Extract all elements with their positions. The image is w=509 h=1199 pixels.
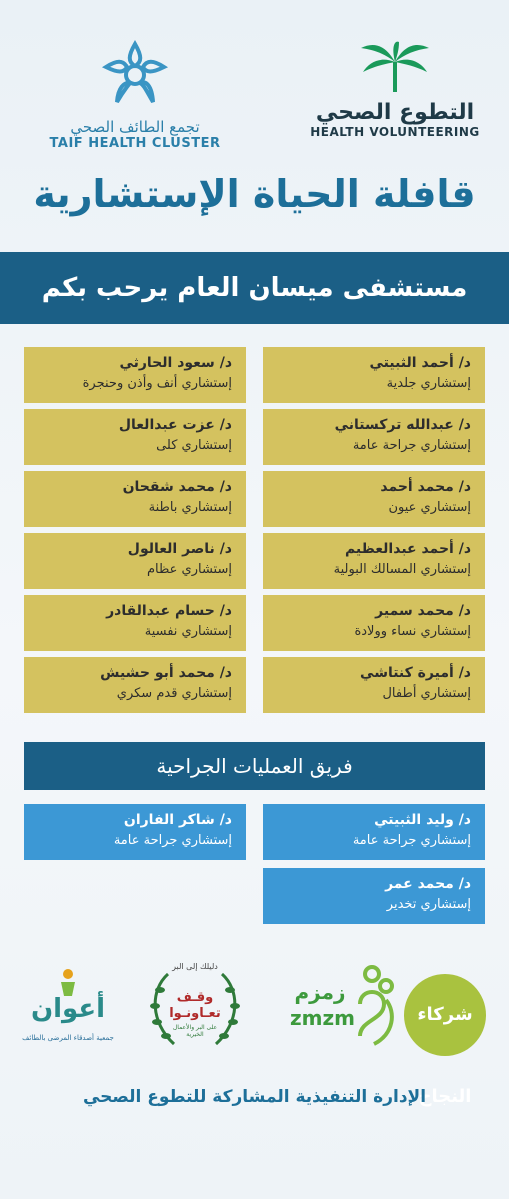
footer-text: الإدارة التنفيذية المشاركة للتطوع الصحي — [82, 1087, 427, 1107]
doctor-name: د/ وليد الثبيتي — [374, 812, 471, 828]
doctor-specialty: إستشاري تخدير — [386, 897, 471, 912]
taif-cluster-arabic-name: تجمع الطائف الصحي — [70, 118, 200, 136]
page-title: قافلة الحياة الإستشارية — [33, 172, 476, 216]
awn-logo — [20, 968, 116, 1058]
doctor-name: د/ محمد أحمد — [380, 479, 471, 495]
doctor-specialty: إستشاري كلى — [156, 438, 232, 453]
partners-badge: شركاء النجاح — [404, 974, 486, 1056]
zamzam-figure-icon — [354, 964, 400, 1048]
waqf-tagline: دليلك إلى البر — [172, 962, 218, 971]
doctor-specialty: إستشاري عظام — [146, 562, 232, 577]
doctor-name: د/ محمد سمير — [375, 603, 471, 619]
consultant-card — [24, 471, 246, 527]
waqf-subtitle: على البر والأعمال الخيرية — [172, 1024, 218, 1038]
consultant-card — [24, 657, 246, 713]
person-icon — [58, 968, 78, 996]
waqf-taawanu-logo — [140, 960, 250, 1060]
doctor-name: د/ عزت عبدالعال — [118, 417, 232, 433]
consultant-card — [263, 409, 485, 465]
waqf-name: وقـف تعـاونـوا — [169, 990, 221, 1021]
doctor-specialty: إستشاري أنف وأذن وحنجرة — [82, 376, 232, 391]
doctor-name: د/ شاكر الفاران — [123, 812, 232, 828]
volunteering-english-name: HEALTH VOLUNTEERING — [310, 125, 480, 139]
welcome-banner: مستشفى ميسان العام يرحب بكم — [0, 252, 509, 324]
consultant-card — [24, 533, 246, 589]
taif-star-icon — [100, 40, 170, 110]
doctor-name: د/ سعود الحارثي — [119, 355, 232, 371]
awn-subtitle: جمعية أصدقاء المرضى بالطائف — [22, 1034, 114, 1042]
doctor-specialty: إستشاري قدم سكري — [116, 686, 232, 701]
doctor-name: د/ محمد شقحان — [122, 479, 232, 495]
zamzam-logo — [290, 964, 400, 1056]
doctor-name: د/ حسام عبدالقادر — [106, 603, 232, 619]
doctor-specialty: إستشاري نفسية — [144, 624, 232, 639]
doctor-name: د/ محمد أبو حشيش — [100, 665, 232, 681]
surgeon-card — [24, 804, 246, 860]
surgeon-card — [263, 868, 485, 924]
taif-cluster-english-name: TAIF HEALTH CLUSTER — [49, 136, 221, 151]
surgeon-card — [263, 804, 485, 860]
awn-name: أعوان — [30, 994, 106, 1024]
doctor-name: د/ ناصر العالول — [127, 541, 232, 557]
doctor-specialty: إستشاري جلدية — [386, 376, 471, 391]
zamzam-arabic-name: زمزم — [294, 980, 346, 1004]
volunteering-arabic-name: التطوع الصحي — [315, 100, 475, 125]
doctor-name: د/ عبدالله تركستاني — [334, 417, 471, 433]
doctor-specialty: إستشاري نساء وولادة — [354, 624, 471, 639]
consultant-card — [263, 533, 485, 589]
palm-tree-icon — [355, 40, 435, 96]
doctor-specialty: إستشاري جراحة عامة — [352, 833, 471, 848]
health-volunteering-logo — [300, 40, 490, 139]
doctor-name: د/ أميرة كنتاشي — [360, 665, 471, 681]
doctor-specialty: إستشاري باطنة — [148, 500, 232, 515]
doctor-name: د/ أحمد الثبيتي — [369, 355, 471, 371]
consultant-card — [24, 595, 246, 651]
doctor-name: د/ محمد عمر — [385, 876, 471, 892]
doctor-name: د/ أحمد عبدالعظيم — [344, 541, 471, 557]
doctor-specialty: إستشاري عيون — [388, 500, 471, 515]
doctor-specialty: إستشاري جراحة عامة — [113, 833, 232, 848]
consultant-card — [24, 409, 246, 465]
consultant-card — [263, 471, 485, 527]
consultant-card — [263, 347, 485, 403]
taif-health-cluster-logo — [40, 40, 230, 151]
zamzam-english-name: zmzm — [290, 1006, 355, 1030]
doctor-specialty: إستشاري أطفال — [382, 686, 471, 701]
doctor-specialty: إستشاري المسالك البولية — [333, 562, 471, 577]
consultant-card — [263, 657, 485, 713]
doctor-specialty: إستشاري جراحة عامة — [352, 438, 471, 453]
surgery-team-title: فريق العمليات الجراحية — [24, 742, 485, 790]
consultant-card — [24, 347, 246, 403]
consultant-card — [263, 595, 485, 651]
